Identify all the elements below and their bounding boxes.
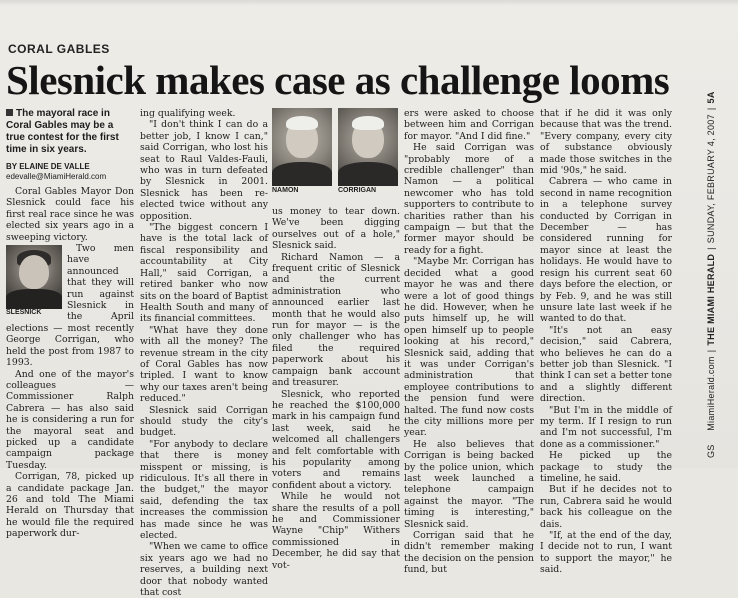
headline: Slesnick makes case as challenge looms: [6, 57, 670, 103]
namon-photo: [272, 108, 332, 184]
paragraph: "When we came to office six years ago we had no reserves, a building next door that nobody wanted that cost: [140, 541, 268, 598]
paragraph: "For anybody to declare that there is money misspent or missing, is ridiculous. It's all there in the budget," the mayor said, defending the tax increases the commission has made since he was elected.: [140, 438, 268, 542]
author-email[interactable]: edevalle@MiamiHerald.com: [6, 172, 107, 181]
paragraph: "It's not an easy decision," said Cabrera, who believes he can do a better job than Slesnick. "I think I can set a better tone and a slightly different direction.: [540, 324, 672, 405]
paragraph: "What have they done with all the money? The revenue stream in the city of Coral Gables has now tripled. I want to know why our taxes aren't being reduced.": [140, 324, 268, 405]
paragraph: And one of the mayor's colleagues — Commissioner Ralph Cabrera — has also said he is considering a run for the mayoral seat and picked up a candidate campaign package Tuesday.: [6, 368, 134, 471]
paragraph: "But I'm in the middle of my term. If I resign to run and I'm not successful, I'm done as a commissioner.": [540, 404, 672, 450]
paragraph: Coral Gables Mayor Don Slesnick could face his first real race since he was elected six years ago in a sweeping victory.: [6, 186, 134, 243]
paragraph: Two men have announced that they will run against Slesnick in the April elections — most recently George Corrigan, who held the post from 1987 to 1993.: [6, 243, 134, 369]
paragraph: "Maybe Mr. Corrigan has decided what a good mayor he was and there were a lot of good things he did. However, when he puts himself up, he will open himself up to people looking at his record," Slesnick said, adding that it was under Corrigan's administration that employee contributions to the pension fund were halted. The fund now costs the city millions more per year.: [404, 256, 534, 439]
paragraph: He also believes that Corrigan is being backed by the police union, which last week launched a telephone campaign against the mayor. "The timing is interesting," Slesnick said.: [404, 438, 534, 530]
paragraph: While he would not share the results of a poll he and Commissioner Wayne "Chip" Withers commissioned in December, he did say that vot-: [272, 491, 400, 571]
paragraph: Cabrera — who came in second in name recognition in a telephone survey conducted by Corrigan in December — has considered running for mayor since at least the holidays. He would have to resign his current seat 60 days before the election, or by Feb. 9, and he was still unsure late last week if he wanted to do that.: [540, 176, 672, 325]
paper-name: THE MIAMI HERALD: [706, 253, 716, 346]
section-label: CORAL GABLES: [8, 42, 110, 56]
article-column-2: [140, 108, 268, 598]
paragraph: Richard Namon — a frequent critic of Slesnick and the current administration who announced earlier last month that he would also run for mayor — is the only challenger who has filed the required paperwork about his campaign bank account and treasurer.: [272, 251, 400, 389]
paragraph: "The biggest concern I have is the total lack of fiscal responsibility and accountability at City Hall," said Corrigan, a retired banker who now sits on the board of Baptist Health South and many of its financial committees.: [140, 222, 268, 325]
section-code: GS: [706, 444, 716, 458]
slesnick-photo: [6, 245, 62, 307]
paragraph: "I don't think I can do a better job, I know I can," said Corrigan, who lost his seat to Raul Valdes-Fauli, who was in turn defeated by Slesnick in 2001. Slesnick has been re-elected twice without any opposition.: [140, 119, 268, 222]
paragraph: Corrigan said that he didn't remember making the decision on the pension fund, but: [404, 530, 534, 576]
paragraph: ing qualifying week.: [140, 108, 236, 119]
page-folio: GS MiamiHerald.com|THE MIAMI HERALD|SUNDAY, FEBRUARY 4, 2007|5A: [706, 91, 716, 458]
site-name: MiamiHerald.com: [706, 356, 716, 431]
paragraph: "If, at the end of the day, I decide not to run, I want to support the mayor," he said.: [540, 530, 672, 576]
article-column-3: [272, 206, 400, 571]
bullet-square-icon: [6, 109, 13, 116]
paragraph: He picked up the package to study the timeline, he said.: [540, 450, 672, 484]
photo-caption-namon: NAMON: [272, 187, 299, 194]
paragraph: that if he did it was only because that was the trend. "Every company, every city of substance obviously made those switches in the mid '90s," he said.: [540, 108, 672, 177]
article-deck: [6, 108, 134, 156]
paragraph: He said Corrigan was "probably more of a credible challenger" than Namon — a political newcomer who has told supporters to contribute to charities rather than his campaign — but that the former mayor should be ready for a fight.: [404, 142, 534, 256]
issue-date: SUNDAY, FEBRUARY 4, 2007: [706, 114, 716, 244]
deck-text: The mayoral race in Coral Gables may be a true contest for the first time in six years.: [6, 108, 119, 155]
paragraph: Corrigan, 78, picked up a candidate package Jan. 26 and told The Miami Herald on Thursday that he would file the required paperwork dur-: [6, 471, 134, 540]
photo-caption-slesnick: SLESNICK: [6, 309, 42, 317]
paragraph: But if he decides not to run, Cabrera said he would back his colleague on the dais.: [540, 484, 672, 530]
article-column-5: [540, 108, 672, 576]
photo-caption-corrigan: CORRIGAN: [338, 187, 377, 194]
article-column-1: [6, 108, 134, 540]
byline: BY ELAINE DE VALLE: [6, 162, 90, 171]
article-column-4: [404, 108, 534, 576]
paragraph: us money to tear down. We've been digging ourselves out of a hole," Slesnick said.: [272, 206, 400, 252]
paragraph: Slesnick said Corrigan should study the city's budget.: [140, 404, 268, 439]
paragraph: ers were asked to choose between him and Corrigan for mayor. "And I did fine.": [404, 108, 534, 142]
page-number: 5A: [706, 91, 716, 104]
corrigan-photo: [338, 108, 398, 184]
paragraph: Slesnick, who reported he reached the $100,000 mark in his campaign fund last week, said he welcomed all challengers and felt comfortable with his popularity among voters and remains confident about a victory.: [272, 388, 400, 491]
candidate-photos: [272, 108, 400, 204]
slesnick-photo-block: [6, 245, 62, 317]
page-shadow: [0, 0, 738, 6]
